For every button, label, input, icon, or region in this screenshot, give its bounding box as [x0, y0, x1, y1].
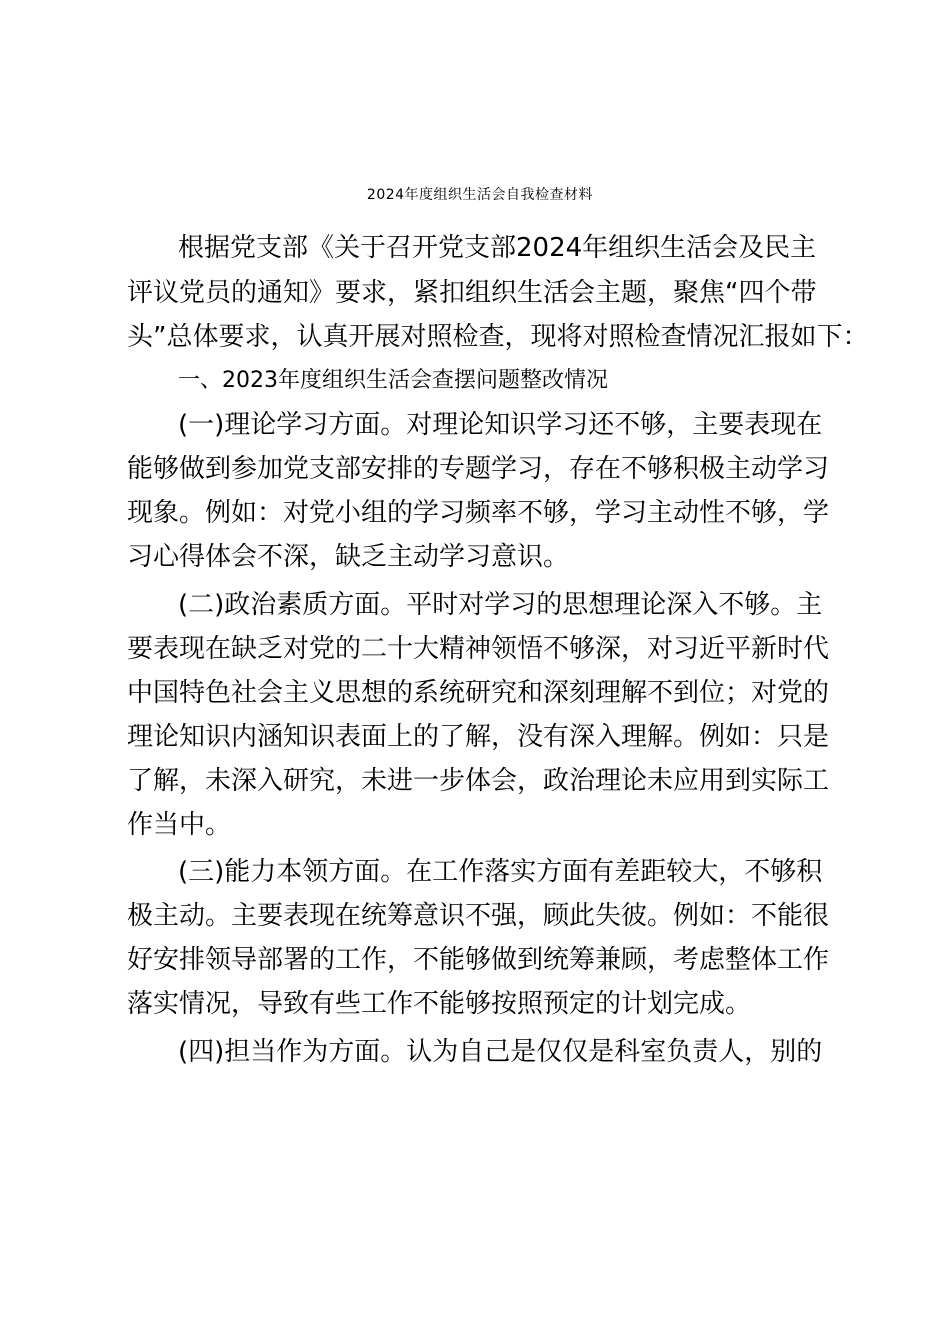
item-2-line-1: (二)政治素质方面。平时对学习的思想理论深入不够。主: [178, 590, 823, 620]
document-title: 2024年度组织生活会自我检查材料: [366, 187, 594, 203]
intro-line-3: 头”总体要求，认真开展对照检查，现将对照检查情况汇报如下：: [127, 322, 869, 352]
intro-line-1: 根据党支部《关于召开党支部2024年组织生活会及民主: [178, 233, 817, 263]
item-3-line-2: 极主动。主要表现在统筹意识不强，顾此失彼。例如：不能很: [127, 901, 830, 931]
item-1-line-3: 现象。例如：对党小组的学习频率不够，学习主动性不够，学: [127, 498, 830, 528]
section-heading-1: 一、2023年度组织生活会查摆问题整改情况: [178, 368, 608, 393]
item-1-line-4: 习心得体会不深，缺乏主动学习意识。: [127, 542, 570, 572]
item-3-line-4: 落实情况，导致有些工作不能够按照预定的计划完成。: [127, 989, 752, 1019]
item-2-line-4: 理论知识内涵知识表面上的了解，没有深入理解。例如：只是: [127, 722, 830, 752]
item-1-line-2: 能够做到参加党支部安排的专题学习，存在不够积极主动学习: [127, 454, 830, 484]
item-2-line-2: 要表现在缺乏对党的二十大精神领悟不够深，对习近平新时代: [127, 634, 830, 664]
item-3-line-1: (三)能力本领方面。在工作落实方面有差距较大，不够积: [178, 857, 823, 887]
item-2-line-6: 作当中。: [127, 810, 232, 840]
item-2-line-3: 中国特色社会主义思想的系统研究和深刻理解不到位；对党的: [127, 678, 830, 708]
item-3-line-3: 好安排领导部署的工作，不能够做到统筹兼顾，考虑整体工作: [127, 945, 830, 975]
item-1-line-1: (一)理论学习方面。对理论知识学习还不够，主要表现在: [178, 410, 823, 440]
item-4-line-1: (四)担当作为方面。认为自己是仅仅是科室负责人，别的: [178, 1037, 823, 1067]
intro-line-2: 评议党员的通知》要求，紧扣组织生活会主题，聚焦“四个带: [127, 278, 817, 308]
item-2-line-5: 了解，未深入研究，未进一步体会，政治理论未应用到实际工: [127, 766, 830, 796]
